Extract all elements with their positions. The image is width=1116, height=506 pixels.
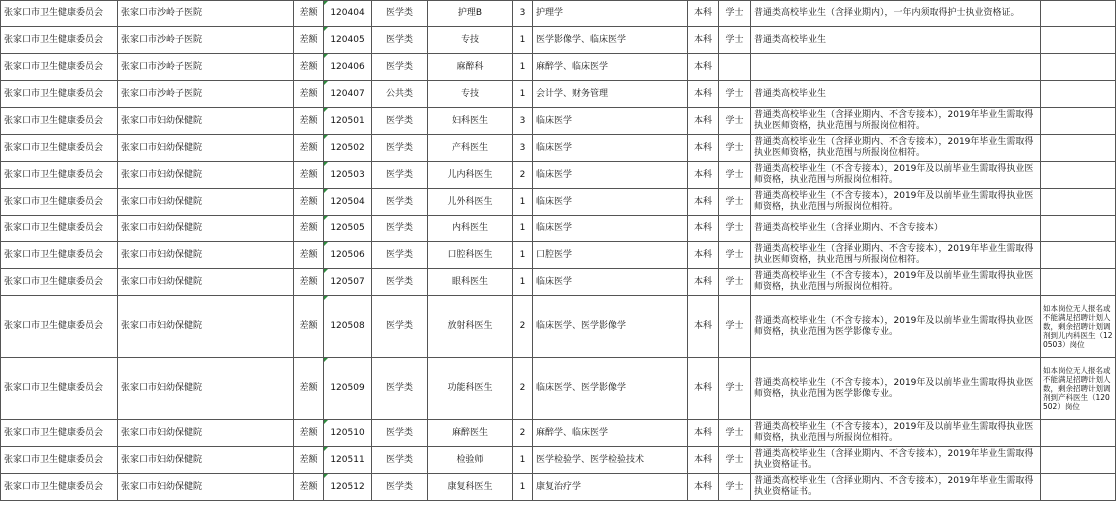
note-cell: 如本岗位无人报名或不能满足招聘计划人数，剩余招聘计划调剂到儿内科医生（120503）岗位	[1041, 296, 1116, 358]
education-cell: 本科	[688, 189, 719, 216]
count-cell: 1	[513, 216, 533, 242]
post-code-cell: 120510	[324, 420, 372, 447]
authority-cell: 张家口市卫生健康委员会	[1, 474, 118, 501]
unit-cell: 张家口市沙岭子医院	[118, 1, 294, 27]
post-code-cell: 120404	[324, 1, 372, 27]
category-cell: 医学类	[372, 54, 428, 81]
degree-cell: 学士	[719, 27, 751, 54]
education-cell: 本科	[688, 27, 719, 54]
post-name-cell: 专技	[428, 27, 513, 54]
degree-cell: 学士	[719, 1, 751, 27]
requirement-cell: 普通类高校毕业生（不含专接本），2019年及以前毕业生需取得执业医师资格，执业范围与所报岗位相符。	[751, 420, 1041, 447]
post-code-cell: 120501	[324, 108, 372, 135]
requirement-cell: 普通类高校毕业生（含择业期内、不含专接本）	[751, 216, 1041, 242]
unit-cell: 张家口市妇幼保健院	[118, 242, 294, 269]
funding-type-cell: 差额	[294, 269, 324, 296]
funding-type-cell: 差额	[294, 81, 324, 108]
degree-cell: 学士	[719, 189, 751, 216]
major-cell: 麻醉学、临床医学	[533, 54, 688, 81]
post-name-cell: 麻醉医生	[428, 420, 513, 447]
funding-type-cell: 差额	[294, 54, 324, 81]
funding-type-cell: 差额	[294, 474, 324, 501]
note-cell	[1041, 108, 1116, 135]
funding-type-cell: 差额	[294, 447, 324, 474]
authority-cell: 张家口市卫生健康委员会	[1, 1, 118, 27]
requirement-cell: 普通类高校毕业生（含择业期内、不含专接本），2019年毕业生需取得执业医师资格，执业范围与所报岗位相符。	[751, 242, 1041, 269]
degree-cell: 学士	[719, 242, 751, 269]
funding-type-cell: 差额	[294, 189, 324, 216]
unit-cell: 张家口市妇幼保健院	[118, 420, 294, 447]
major-cell: 康复治疗学	[533, 474, 688, 501]
requirement-cell: 普通类高校毕业生	[751, 27, 1041, 54]
note-cell	[1041, 189, 1116, 216]
funding-type-cell: 差额	[294, 108, 324, 135]
major-cell: 麻醉学、临床医学	[533, 420, 688, 447]
category-cell: 医学类	[372, 296, 428, 358]
funding-type-cell: 差额	[294, 216, 324, 242]
funding-type-cell: 差额	[294, 242, 324, 269]
post-name-cell: 儿内科医生	[428, 162, 513, 189]
education-cell: 本科	[688, 81, 719, 108]
post-name-cell: 口腔科医生	[428, 242, 513, 269]
education-cell: 本科	[688, 474, 719, 501]
table-row	[1, 216, 1116, 242]
requirement-cell: 普通类高校毕业生（含择业期内、不含专接本），2019年毕业生需取得执业资格证书。	[751, 474, 1041, 501]
category-cell: 医学类	[372, 269, 428, 296]
count-cell: 1	[513, 474, 533, 501]
post-name-cell: 功能科医生	[428, 358, 513, 420]
post-name-cell: 护理B	[428, 1, 513, 27]
note-cell	[1041, 162, 1116, 189]
requirement-cell	[751, 54, 1041, 81]
degree-cell: 学士	[719, 81, 751, 108]
note-cell	[1041, 420, 1116, 447]
note-cell: 如本岗位无人报名或不能满足招聘计划人数，剩余招聘计划调剂到产科医生（120502）岗位	[1041, 358, 1116, 420]
post-code-cell: 120511	[324, 447, 372, 474]
count-cell: 2	[513, 420, 533, 447]
note-cell	[1041, 474, 1116, 501]
table-body	[1, 1, 1116, 501]
degree-cell	[719, 54, 751, 81]
category-cell: 医学类	[372, 162, 428, 189]
education-cell: 本科	[688, 162, 719, 189]
authority-cell: 张家口市卫生健康委员会	[1, 296, 118, 358]
authority-cell: 张家口市卫生健康委员会	[1, 54, 118, 81]
post-code-cell: 120503	[324, 162, 372, 189]
education-cell: 本科	[688, 1, 719, 27]
education-cell: 本科	[688, 108, 719, 135]
degree-cell: 学士	[719, 269, 751, 296]
major-cell: 临床医学	[533, 269, 688, 296]
post-name-cell: 康复科医生	[428, 474, 513, 501]
table-row	[1, 242, 1116, 269]
unit-cell: 张家口市妇幼保健院	[118, 474, 294, 501]
table-row	[1, 420, 1116, 447]
funding-type-cell: 差额	[294, 420, 324, 447]
unit-cell: 张家口市妇幼保健院	[118, 296, 294, 358]
table-row	[1, 81, 1116, 108]
authority-cell: 张家口市卫生健康委员会	[1, 81, 118, 108]
table-row	[1, 1, 1116, 27]
post-name-cell: 专技	[428, 81, 513, 108]
education-cell: 本科	[688, 296, 719, 358]
note-cell	[1041, 81, 1116, 108]
note-cell	[1041, 447, 1116, 474]
count-cell: 2	[513, 296, 533, 358]
post-name-cell: 放射科医生	[428, 296, 513, 358]
major-cell: 会计学、财务管理	[533, 81, 688, 108]
count-cell: 2	[513, 162, 533, 189]
category-cell: 公共类	[372, 81, 428, 108]
post-code-cell: 120504	[324, 189, 372, 216]
post-name-cell: 检验师	[428, 447, 513, 474]
post-name-cell: 儿外科医生	[428, 189, 513, 216]
unit-cell: 张家口市沙岭子医院	[118, 54, 294, 81]
count-cell: 1	[513, 269, 533, 296]
post-name-cell: 产科医生	[428, 135, 513, 162]
major-cell: 临床医学	[533, 216, 688, 242]
table-row	[1, 108, 1116, 135]
major-cell: 临床医学	[533, 108, 688, 135]
major-cell: 临床医学、医学影像学	[533, 358, 688, 420]
category-cell: 医学类	[372, 108, 428, 135]
funding-type-cell: 差额	[294, 296, 324, 358]
unit-cell: 张家口市妇幼保健院	[118, 108, 294, 135]
degree-cell: 学士	[719, 447, 751, 474]
post-name-cell: 眼科医生	[428, 269, 513, 296]
category-cell: 医学类	[372, 242, 428, 269]
authority-cell: 张家口市卫生健康委员会	[1, 358, 118, 420]
funding-type-cell: 差额	[294, 27, 324, 54]
count-cell: 3	[513, 1, 533, 27]
count-cell: 1	[513, 27, 533, 54]
education-cell: 本科	[688, 358, 719, 420]
education-cell: 本科	[688, 216, 719, 242]
authority-cell: 张家口市卫生健康委员会	[1, 447, 118, 474]
count-cell: 1	[513, 447, 533, 474]
note-cell	[1041, 216, 1116, 242]
post-code-cell: 120512	[324, 474, 372, 501]
requirement-cell: 普通类高校毕业生（不含专接本），2019年及以前毕业生需取得执业医师资格，执业范围为医学影像专业。	[751, 358, 1041, 420]
unit-cell: 张家口市沙岭子医院	[118, 81, 294, 108]
major-cell: 护理学	[533, 1, 688, 27]
education-cell: 本科	[688, 135, 719, 162]
count-cell: 1	[513, 54, 533, 81]
requirement-cell: 普通类高校毕业生（含择业期内、不含专接本），2019年毕业生需取得执业资格证书。	[751, 447, 1041, 474]
category-cell: 医学类	[372, 420, 428, 447]
requirement-cell: 普通类高校毕业生（不含专接本），2019年及以前毕业生需取得执业医师资格，执业范围为医学影像专业。	[751, 296, 1041, 358]
note-cell	[1041, 54, 1116, 81]
post-code-cell: 120406	[324, 54, 372, 81]
table-row	[1, 296, 1116, 358]
degree-cell: 学士	[719, 420, 751, 447]
degree-cell: 学士	[719, 474, 751, 501]
note-cell	[1041, 135, 1116, 162]
authority-cell: 张家口市卫生健康委员会	[1, 420, 118, 447]
degree-cell: 学士	[719, 108, 751, 135]
table-row	[1, 162, 1116, 189]
post-name-cell: 麻醉科	[428, 54, 513, 81]
degree-cell: 学士	[719, 296, 751, 358]
degree-cell: 学士	[719, 135, 751, 162]
table-row	[1, 447, 1116, 474]
authority-cell: 张家口市卫生健康委员会	[1, 135, 118, 162]
table-row	[1, 474, 1116, 501]
major-cell: 临床医学	[533, 189, 688, 216]
major-cell: 临床医学、医学影像学	[533, 296, 688, 358]
category-cell: 医学类	[372, 135, 428, 162]
authority-cell: 张家口市卫生健康委员会	[1, 269, 118, 296]
degree-cell: 学士	[719, 162, 751, 189]
table-row	[1, 189, 1116, 216]
category-cell: 医学类	[372, 27, 428, 54]
authority-cell: 张家口市卫生健康委员会	[1, 162, 118, 189]
major-cell: 临床医学	[533, 135, 688, 162]
unit-cell: 张家口市沙岭子医院	[118, 27, 294, 54]
note-cell	[1041, 27, 1116, 54]
count-cell: 2	[513, 358, 533, 420]
authority-cell: 张家口市卫生健康委员会	[1, 189, 118, 216]
education-cell: 本科	[688, 269, 719, 296]
table-row	[1, 135, 1116, 162]
major-cell: 口腔医学	[533, 242, 688, 269]
requirement-cell: 普通类高校毕业生（不含专接本），2019年及以前毕业生需取得执业医师资格，执业范围与所报岗位相符。	[751, 269, 1041, 296]
funding-type-cell: 差额	[294, 1, 324, 27]
note-cell	[1041, 269, 1116, 296]
requirement-cell: 普通类高校毕业生（含择业期内），一年内须取得护士执业资格证。	[751, 1, 1041, 27]
requirement-cell: 普通类高校毕业生（含择业期内、不含专接本），2019年毕业生需取得执业医师资格，执业范围与所报岗位相符。	[751, 108, 1041, 135]
post-code-cell: 120508	[324, 296, 372, 358]
unit-cell: 张家口市妇幼保健院	[118, 358, 294, 420]
education-cell: 本科	[688, 420, 719, 447]
post-name-cell: 妇科医生	[428, 108, 513, 135]
count-cell: 1	[513, 81, 533, 108]
degree-cell: 学士	[719, 358, 751, 420]
table-row	[1, 269, 1116, 296]
category-cell: 医学类	[372, 447, 428, 474]
note-cell	[1041, 242, 1116, 269]
funding-type-cell: 差额	[294, 135, 324, 162]
unit-cell: 张家口市妇幼保健院	[118, 162, 294, 189]
table-row	[1, 54, 1116, 81]
unit-cell: 张家口市妇幼保健院	[118, 447, 294, 474]
funding-type-cell: 差额	[294, 162, 324, 189]
authority-cell: 张家口市卫生健康委员会	[1, 216, 118, 242]
education-cell: 本科	[688, 447, 719, 474]
post-name-cell: 内科医生	[428, 216, 513, 242]
requirement-cell: 普通类高校毕业生（不含专接本），2019年及以前毕业生需取得执业医师资格，执业范围与所报岗位相符。	[751, 189, 1041, 216]
post-code-cell: 120502	[324, 135, 372, 162]
count-cell: 1	[513, 242, 533, 269]
requirement-cell: 普通类高校毕业生（不含专接本），2019年及以前毕业生需取得执业医师资格，执业范围与所报岗位相符。	[751, 162, 1041, 189]
post-code-cell: 120507	[324, 269, 372, 296]
authority-cell: 张家口市卫生健康委员会	[1, 242, 118, 269]
table-row	[1, 27, 1116, 54]
unit-cell: 张家口市妇幼保健院	[118, 189, 294, 216]
unit-cell: 张家口市妇幼保健院	[118, 135, 294, 162]
note-cell	[1041, 1, 1116, 27]
post-code-cell: 120509	[324, 358, 372, 420]
education-cell: 本科	[688, 242, 719, 269]
unit-cell: 张家口市妇幼保健院	[118, 216, 294, 242]
category-cell: 医学类	[372, 189, 428, 216]
post-code-cell: 120407	[324, 81, 372, 108]
post-code-cell: 120505	[324, 216, 372, 242]
category-cell: 医学类	[372, 358, 428, 420]
category-cell: 医学类	[372, 216, 428, 242]
requirement-cell: 普通类高校毕业生	[751, 81, 1041, 108]
education-cell: 本科	[688, 54, 719, 81]
authority-cell: 张家口市卫生健康委员会	[1, 108, 118, 135]
unit-cell: 张家口市妇幼保健院	[118, 269, 294, 296]
count-cell: 3	[513, 135, 533, 162]
count-cell: 3	[513, 108, 533, 135]
authority-cell: 张家口市卫生健康委员会	[1, 27, 118, 54]
major-cell: 医学影像学、临床医学	[533, 27, 688, 54]
major-cell: 临床医学	[533, 162, 688, 189]
funding-type-cell: 差额	[294, 358, 324, 420]
requirement-cell: 普通类高校毕业生（含择业期内、不含专接本），2019年毕业生需取得执业医师资格，执业范围与所报岗位相符。	[751, 135, 1041, 162]
post-code-cell: 120405	[324, 27, 372, 54]
category-cell: 医学类	[372, 474, 428, 501]
category-cell: 医学类	[372, 1, 428, 27]
table-row	[1, 358, 1116, 420]
degree-cell: 学士	[719, 216, 751, 242]
post-code-cell: 120506	[324, 242, 372, 269]
major-cell: 医学检验学、医学检验技术	[533, 447, 688, 474]
count-cell: 1	[513, 189, 533, 216]
